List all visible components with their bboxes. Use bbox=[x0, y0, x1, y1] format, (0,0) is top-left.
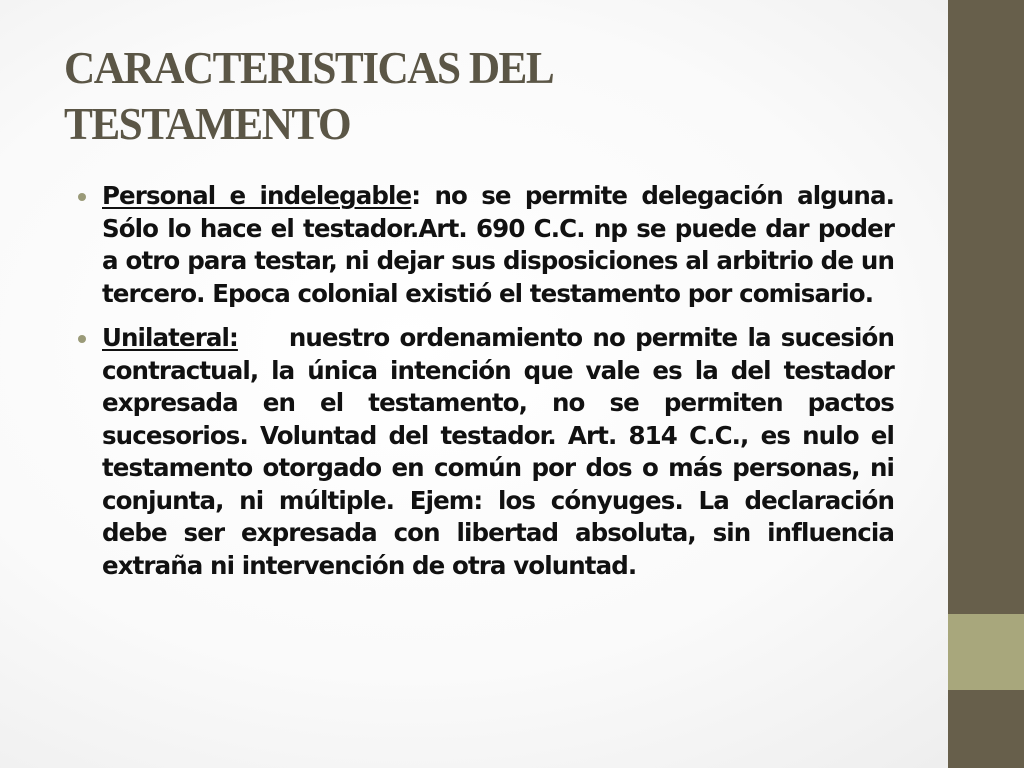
bullet-separator: : bbox=[411, 181, 421, 210]
sidebar-accent-block bbox=[948, 614, 1024, 690]
bullet-dot-icon bbox=[78, 335, 86, 343]
bullet-text: no se permite delegación alguna. Sólo lo hace el testador.Art. 690 C.C. np se puede dar poder a otro para testar, ni dejar sus disposiciones al arbitrio de un tercero. Epoca colonial existió el testamento por comisario. bbox=[102, 181, 894, 308]
bullet-term: Unilateral: bbox=[102, 323, 238, 352]
bullet-list bbox=[78, 180, 902, 594]
bullet-item-personal bbox=[78, 180, 894, 310]
bullet-item-unilateral bbox=[78, 322, 902, 582]
bullet-dot-icon bbox=[78, 193, 86, 201]
bullet-text: nuestro ordenamiento no permite la sucesión contractual, la única intención que vale es la del testador expresada en el testamento, no se permiten pactos sucesorios. Voluntad del testador. Art. 814 C.C., es nulo el testamento otorgado en común por dos o más personas, ni conjunta, ni múltiple. Ejem: los cónyuges. La declaración debe ser expresada con libertad absoluta, sin influencia extraña ni intervención de otra voluntad. bbox=[102, 323, 902, 580]
bullet-term: Personal e indelegable bbox=[102, 181, 412, 210]
decorative-sidebar bbox=[948, 0, 1024, 768]
slide-title: CARACTERISTICAS DEL TESTAMENTO bbox=[64, 42, 551, 149]
